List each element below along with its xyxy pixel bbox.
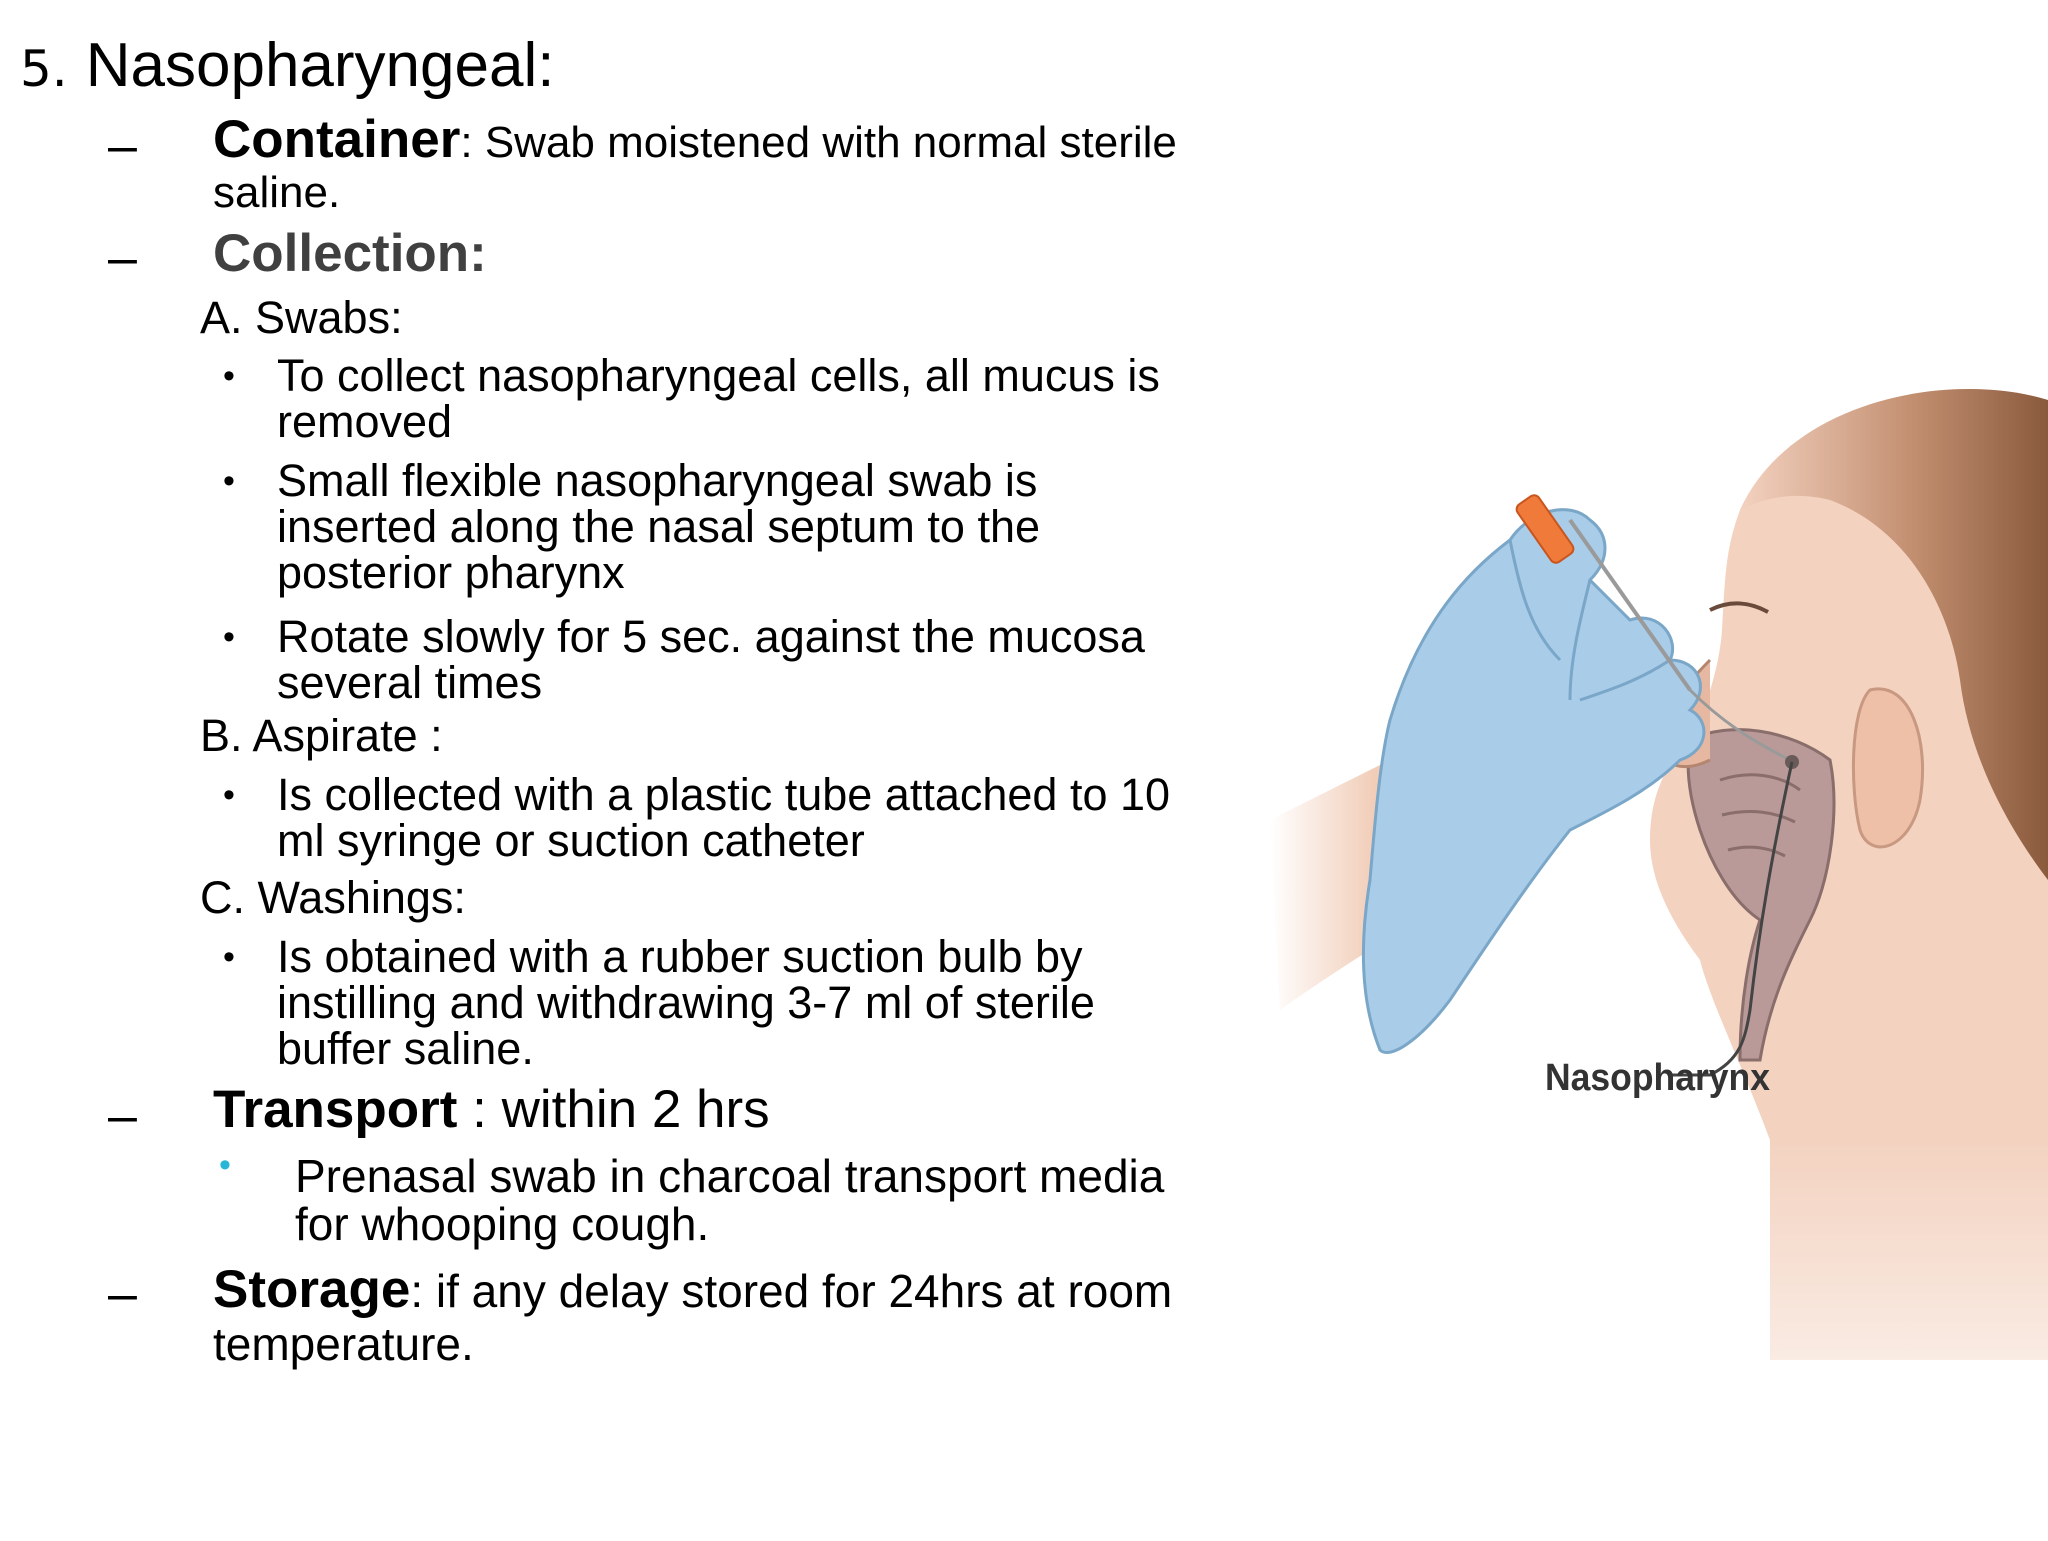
swab-item-2-line-3: posterior pharynx bbox=[277, 547, 625, 598]
washings-item-line-1: Is obtained with a rubber suction bulb by bbox=[277, 931, 1083, 982]
swab-item-2-line-1: Small flexible nasopharyngeal swab is bbox=[277, 455, 1038, 506]
nasopharynx-label: Nasopharynx bbox=[1545, 1057, 1770, 1099]
container-label: Container bbox=[213, 110, 461, 169]
transport-bullet: • bbox=[219, 1146, 231, 1184]
storage-row bbox=[213, 1262, 1263, 1318]
storage-line-2: temperature. bbox=[213, 1318, 474, 1370]
container-text: Swab moistened with normal sterile bbox=[472, 118, 1177, 167]
swab-item-3-line-2: several times bbox=[277, 657, 543, 708]
bullet: • bbox=[223, 776, 235, 814]
aspirate-item-line-2: ml syringe or suction catheter bbox=[277, 815, 865, 866]
dash-collection: – bbox=[108, 229, 137, 287]
title-text: Nasopharyngeal: bbox=[85, 31, 555, 100]
swab-item-1-line-1: To collect nasopharyngeal cells, all mucus is bbox=[277, 350, 1160, 401]
container-row bbox=[213, 112, 1177, 168]
gloved-hand-icon bbox=[1363, 510, 1704, 1053]
swab-item-2-line-2: inserted along the nasal septum to the bbox=[277, 501, 1041, 552]
collection-label: Collection: bbox=[213, 224, 487, 283]
bullet: • bbox=[223, 357, 235, 395]
slide-title bbox=[20, 30, 554, 105]
aspirate-heading: B. Aspirate : bbox=[200, 710, 443, 761]
transport-sub-line-1: Prenasal swab in charcoal transport media bbox=[295, 1150, 1165, 1202]
swab-item-3-line-1: Rotate slowly for 5 sec. against the mucosa bbox=[277, 611, 1145, 662]
washings-item-line-2: instilling and withdrawing 3-7 ml of sterile bbox=[277, 977, 1095, 1028]
swab-item-1-line-2: removed bbox=[277, 396, 453, 447]
nasopharyngeal-swab-illustration bbox=[1270, 360, 2048, 1536]
bullet: • bbox=[223, 938, 235, 976]
washings-heading: C. Washings: bbox=[200, 872, 466, 923]
dash-storage: – bbox=[108, 1265, 137, 1323]
title-number: 5. bbox=[20, 40, 68, 98]
storage-text: : if any delay stored for 24hrs at room bbox=[410, 1265, 1173, 1317]
container-sep: : bbox=[460, 118, 473, 167]
transport-row bbox=[213, 1082, 770, 1138]
aspirate-item-line-1: Is collected with a plastic tube attached to 10 bbox=[277, 769, 1171, 820]
storage-label: Storage bbox=[213, 1262, 411, 1318]
bullet: • bbox=[223, 462, 235, 500]
dash-transport: – bbox=[108, 1087, 137, 1145]
transport-text: : within 2 hrs bbox=[457, 1080, 770, 1139]
swabs-heading: A. Swabs: bbox=[200, 292, 403, 343]
bullet: • bbox=[223, 618, 235, 656]
washings-item-line-3: buffer saline. bbox=[277, 1023, 534, 1074]
transport-label: Transport bbox=[213, 1080, 458, 1139]
dash-container: – bbox=[108, 117, 137, 175]
transport-sub-line-2: for whooping cough. bbox=[295, 1198, 710, 1250]
container-text-2: saline. bbox=[213, 168, 341, 217]
